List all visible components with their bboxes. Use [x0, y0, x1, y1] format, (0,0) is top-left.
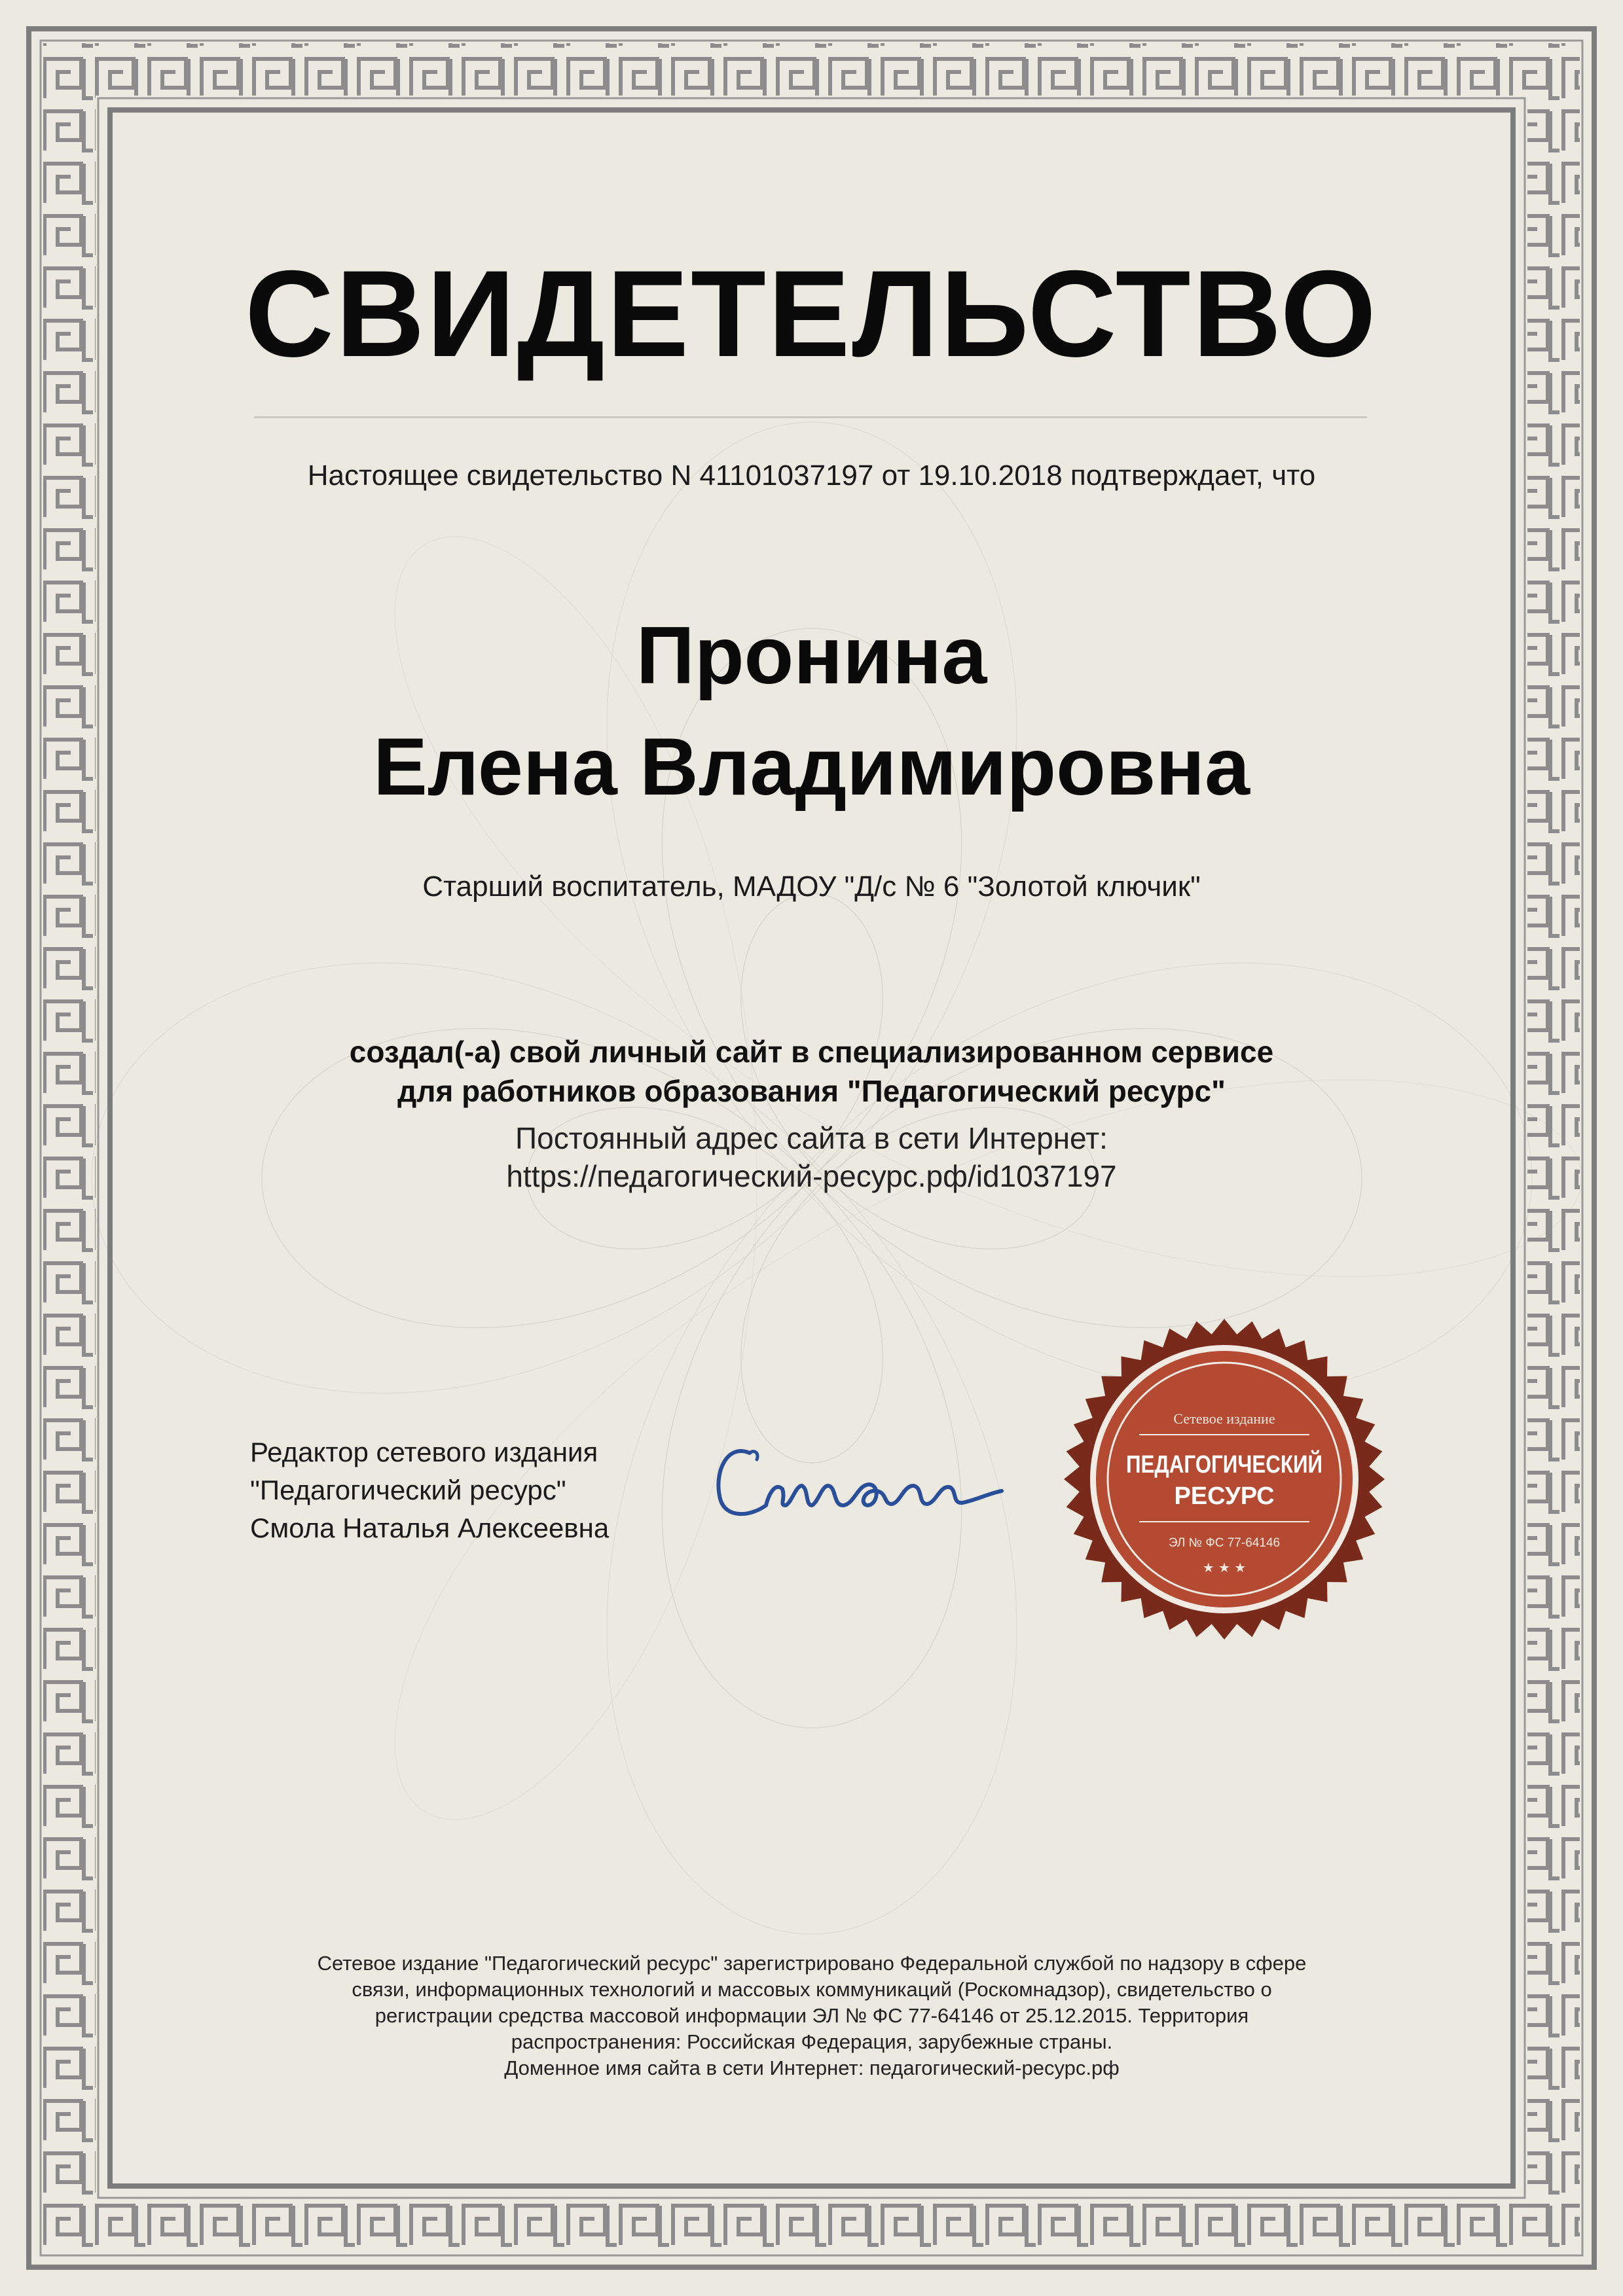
svg-text:ПЕДАГОГИЧЕСКИЙ: ПЕДАГОГИЧЕСКИЙ — [1126, 1451, 1364, 1479]
footer-line-2: связи, информационных технологий и массовых коммуникаций (Роскомнадзор), свидетельство о — [352, 1978, 1272, 2001]
handwritten-signature — [687, 1407, 1015, 1538]
editor-name: Смола Наталья Алексеевна — [250, 1513, 610, 1543]
recipient-surname: Пронина — [636, 611, 987, 701]
editor-block — [250, 1433, 609, 1547]
footer-line-1: Сетевое издание "Педагогический ресурс" зарегистрировано Федеральной службой по надзору в сфере — [317, 1952, 1307, 1975]
recipient-position: Старший воспитатель, МАДОУ "Д/с № 6 "Золотой ключик" — [422, 870, 1201, 903]
site-address-link[interactable]: https://педагогический-ресурс.рф/id1037197 — [506, 1159, 1117, 1193]
certificate-intro: Настоящее свидетельство N 41101037197 от 19.10.2018 подтверждает, что — [307, 459, 1316, 492]
editor-publication: "Педагогический ресурс" — [250, 1475, 566, 1505]
site-address-label: Постоянный адрес сайта в сети Интернет: — [515, 1121, 1108, 1155]
publisher-seal — [1061, 1316, 1388, 1643]
svg-text:★ ★ ★: ★ ★ ★ — [1202, 1560, 1247, 1575]
svg-text:ЭЛ № ФС 77-64146: ЭЛ № ФС 77-64146 — [1168, 1536, 1281, 1550]
editor-title: Редактор сетевого издания — [250, 1437, 598, 1467]
footer-line-5: Доменное имя сайта в сети Интернет: педагогический-ресурс.рф — [504, 2056, 1120, 2079]
footer-line-4: распространения: Российская Федерация, зарубежные страны. — [511, 2030, 1113, 2053]
title-divider — [254, 416, 1367, 418]
footer-line-3: регистрации средства массовой информации ЭЛ № ФС 77-64146 от 25.12.2015. Территория — [374, 2004, 1249, 2027]
recipient-given-names: Елена Владимировна — [373, 722, 1250, 812]
achievement-line-1: создал(-а) свой личный сайт в специализированном сервисе — [349, 1035, 1274, 1069]
certificate-title: СВИДЕТЕЛЬСТВО — [245, 245, 1378, 382]
svg-text:Сетевое издание: Сетевое издание — [1173, 1410, 1275, 1427]
achievement-line-2: для работников образования "Педагогический ресурс" — [397, 1074, 1226, 1108]
svg-text:РЕСУРС: РЕСУРС — [1174, 1482, 1275, 1510]
registration-footer — [216, 1950, 1408, 2081]
